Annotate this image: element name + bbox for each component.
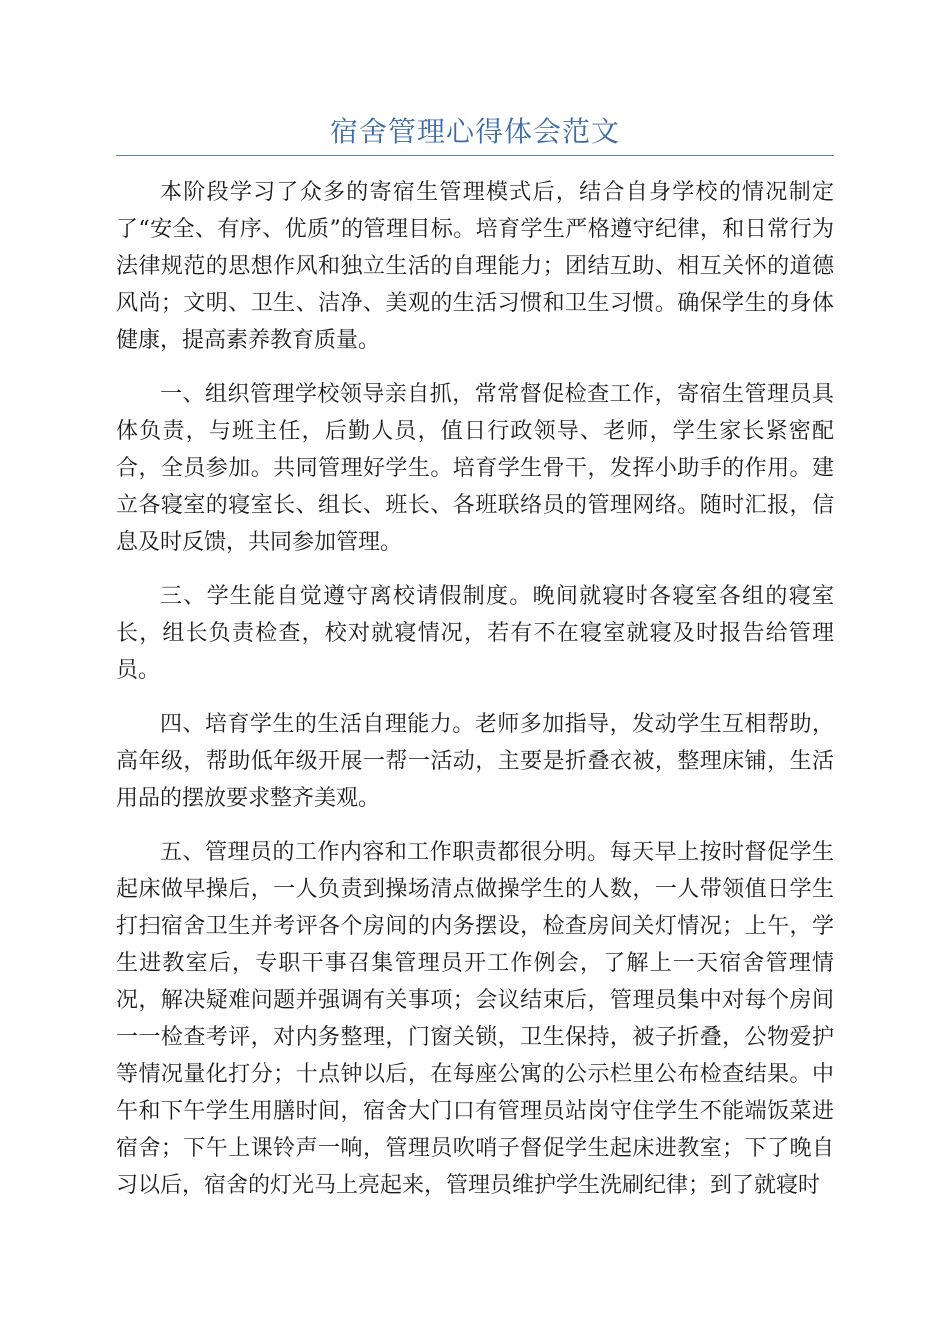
paragraph-self-care: 四、培育学生的生活自理能力。老师多加指导，发动学生互相帮助，高年级，帮助低年级开展一帮一活动，主要是折叠衣被，整理床铺，生活用品的摆放要求整齐美观。 <box>116 712 834 811</box>
paragraph-organization: 一、组织管理学校领导亲自抓，常常督促检查工作，寄宿生管理员具体负责，与班主任，后勤人员，值日行政领导、老师，学生家长紧密配合，全员参加。共同管理好学生。培育学生骨干，发挥小助手的作用。建立各寝室的寝室长、组长、班长、各班联络员的管理网络。随时汇报，信息及时反馈，共同参加管理。 <box>116 382 834 555</box>
title-underline <box>116 155 834 156</box>
page-title: 宿舍管理心得体会范文 <box>329 115 620 148</box>
paragraph-intro: 本阶段学习了众多的寄宿生管理模式后，结合自身学校的情况制定了“安全、有序、优质”的管理目标。培育学生严格遵守纪律，和日常行为法律规范的思想作风和独立生活的自理能力；团结互助、相互关怀的道德风尚；文明、卫生、洁净、美观的生活习惯和卫生习惯。确保学生的身体健康，提高素养教育质量。 <box>116 180 834 353</box>
paragraph-staff-duties: 五、管理员的工作内容和工作职责都很分明。每天早上按时督促学生起床做早操后，一人负责到操场清点做操学生的人数，一人带领值日学生打扫宿舍卫生并考评各个房间的内务摆设，检查房间关灯情况；上午，学生进教室后，专职干事召集管理员开工作例会，了解上一天宿舍管理情况，解决疑难问题并强调有关事项；会议结束后，管理员集中对每个房间一一检查考评，对内务整理，门窗关锁，卫生保持，被子折叠，公物爱护等情况量化打分；十点钟以后，在每座公寓的公示栏里公布检查结果。中午和下午学生用膳时间，宿舍大门口有管理员站岗守住学生不能端饭菜进宿舍；下午上课铃声一响，管理员吹哨子督促学生起床进教室；下了晚自习以后，宿舍的灯光马上亮起来，管理员维护学生洗刷纪律；到了就寝时 <box>116 840 834 1198</box>
paragraph-leave-rules: 三、学生能自觉遵守离校请假制度。晚间就寝时各寝室各组的寝室长，组长负责检查，校对就寝情况，若有不在寝室就寝及时报告给管理员。 <box>116 584 834 683</box>
document-body <box>116 174 834 1221</box>
